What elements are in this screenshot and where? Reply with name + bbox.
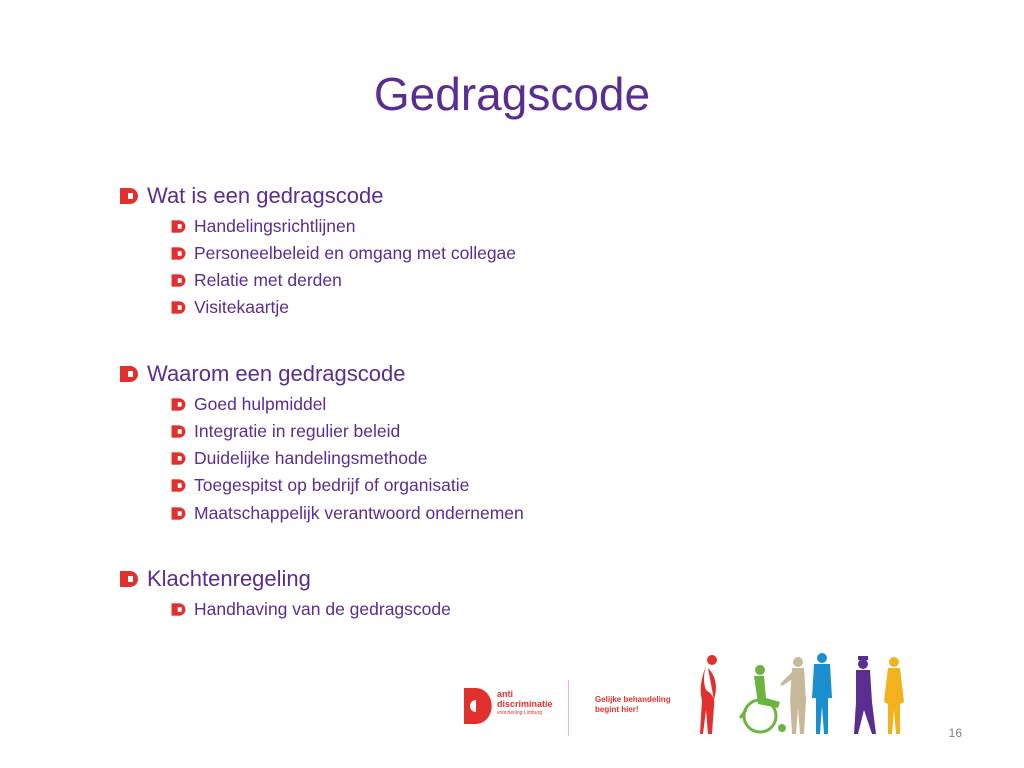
section-heading xyxy=(118,361,405,387)
list-item-text: Integratie in regulier beleid xyxy=(194,421,401,441)
section-heading-text: Klachtenregeling xyxy=(147,566,311,591)
section-heading-text: Waarom een gedragscode xyxy=(147,361,406,386)
list-item xyxy=(170,394,326,415)
list-item xyxy=(170,297,289,318)
page-number: 16 xyxy=(948,726,962,740)
logo-line-2: discriminatie xyxy=(497,699,553,709)
section-heading xyxy=(118,566,311,592)
slogan-line-2: begint hier! xyxy=(595,705,639,714)
bullet-marker-icon xyxy=(170,602,187,617)
figure-red xyxy=(700,655,717,734)
list-item-text: Duidelijke handelingsmethode xyxy=(194,448,428,468)
bullet-marker-icon xyxy=(170,397,187,412)
logo-icon xyxy=(462,686,492,726)
figure-yellow xyxy=(884,657,904,734)
list-item xyxy=(170,503,524,524)
bullet-marker-icon xyxy=(170,424,187,439)
list-item xyxy=(170,243,516,264)
list-item xyxy=(170,270,342,291)
figure-beige xyxy=(780,657,806,734)
bullet-marker-icon xyxy=(170,273,187,288)
bullet-marker-icon xyxy=(118,187,140,205)
list-item-text: Goed hulpmiddel xyxy=(194,394,327,414)
section-heading-text: Wat is een gedragscode xyxy=(147,183,384,208)
slide-title: Gedragscode xyxy=(373,68,651,120)
bullet-marker-icon xyxy=(170,300,187,315)
bullet-marker-icon xyxy=(170,219,187,234)
bullet-marker-icon xyxy=(170,451,187,466)
figure-blue xyxy=(812,653,832,734)
bullet-marker-icon xyxy=(118,365,140,383)
list-item-text: Maatschappelijk verantwoord ondernemen xyxy=(194,503,524,523)
section-heading xyxy=(118,183,383,209)
list-item xyxy=(170,216,355,237)
list-item-text: Handhaving van de gedragscode xyxy=(194,599,451,619)
list-item-text: Toegespitst op bedrijf of organisatie xyxy=(194,475,470,495)
list-item xyxy=(170,599,451,620)
bullet-marker-icon xyxy=(170,506,187,521)
logo-line-3: voorziening Limburg xyxy=(497,710,543,716)
list-item-text: Personeelbeleid en omgang met collegae xyxy=(194,243,517,263)
figure-green xyxy=(740,665,786,732)
logo-divider xyxy=(568,680,569,736)
bullet-marker-icon xyxy=(170,246,187,261)
slogan-line-1: Gelijke behandeling xyxy=(595,695,671,704)
list-item xyxy=(170,421,400,442)
bullet-marker-icon xyxy=(170,478,187,493)
list-item-text: Visitekaartje xyxy=(194,297,290,317)
list-item-text: Handelingsrichtlijnen xyxy=(194,216,356,236)
list-item xyxy=(170,475,469,496)
list-item xyxy=(170,448,428,469)
logo-line-1: anti xyxy=(497,689,514,699)
figure-purple xyxy=(854,656,876,734)
list-item-text: Relatie met derden xyxy=(194,270,342,290)
bullet-marker-icon xyxy=(118,570,140,588)
people-silhouettes-icon xyxy=(694,650,910,738)
